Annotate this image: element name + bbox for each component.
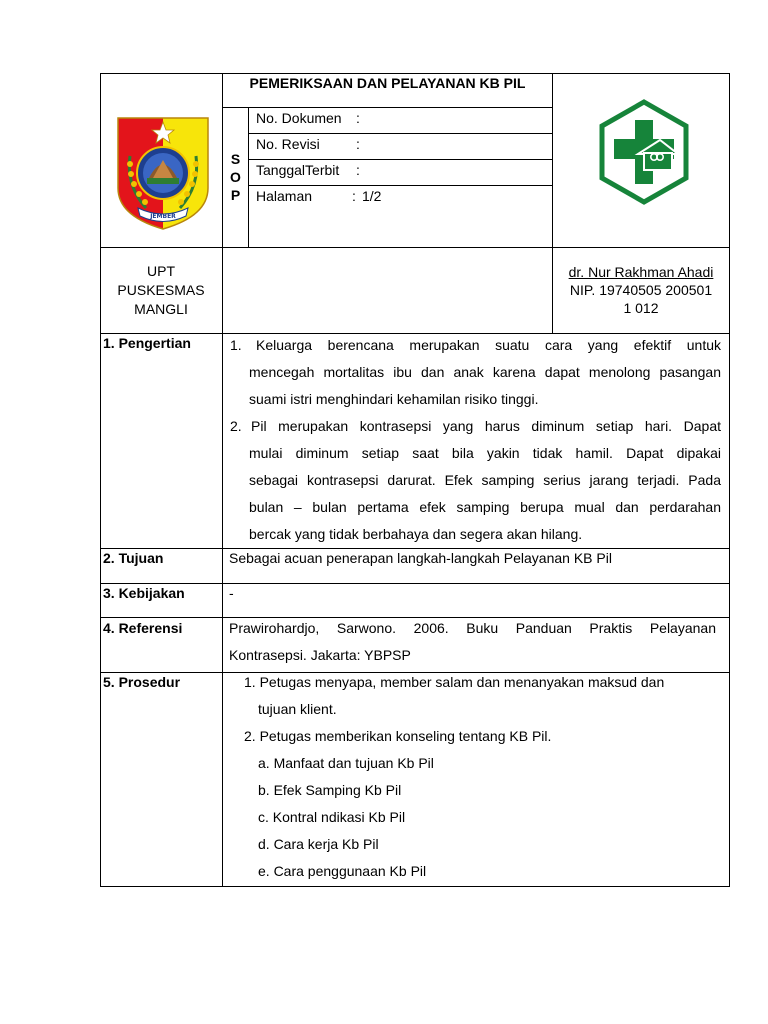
prosedur-substep: e. Cara penggunaan Kb Pil [258,863,427,879]
field-no-revisi-label: No. Revisi [256,136,320,152]
pengertian-item-line: mencegah mortalitas ibu dan anak karena dapat menolong pasangan [249,364,721,380]
pengertian-item-line: suami istri menghindari kehamilan risiko tinggi. [249,391,539,407]
pengertian-item-line: bercak yang tidak berbahaya dan segera akan hilang. [249,526,583,542]
sop-letter-s: S [230,151,241,167]
pengertian-item-line: Keluarga berencana merupakan suatu cara yang efektif untuk [256,337,721,353]
prosedur-step: 2. Petugas memberikan konseling tentang KB Pil. [244,728,552,744]
signatory-name: dr. Nur Rakhman Ahadi [568,264,714,280]
section-label-tujuan: 2. Tujuan [103,550,164,566]
table-border-right [729,73,730,887]
signatory-block [553,263,729,317]
row-line-field1 [248,133,553,134]
row-line-tujuan [100,583,730,584]
pengertian-item-line: mulai diminum setiap saat bila yakin tidak hamil. Dapat dipakai [249,445,721,461]
field-halaman-sep: : [352,188,356,204]
prosedur-substep: d. Cara kerja Kb Pil [258,836,379,852]
field-halaman-value: 1/2 [362,188,382,204]
signatory-nip-line1: NIP. 19740505 200501 [569,282,713,298]
prosedur-step: tujuan klient. [258,701,337,717]
tujuan-text: Sebagai acuan penerapan langkah-langkah Pelayanan KB Pil [229,550,612,566]
institution-line-upt: UPT [147,263,175,279]
prosedur-substep: a. Manfaat dan tujuan Kb Pil [258,755,434,771]
kebijakan-text: - [229,585,234,601]
row-line-header [100,247,730,248]
sop-letter-o: O [230,169,241,185]
prosedur-step: 1. Petugas menyapa, member salam dan menanyakan maksud dan [244,674,665,690]
section-label-kebijakan: 3. Kebijakan [103,585,185,601]
field-no-dokumen-label: No. Dokumen [256,110,342,126]
prosedur-substep: c. Kontral ndikasi Kb Pil [258,809,406,825]
pengertian-item-number: 1. [230,337,242,353]
crest-ribbon-text: JEMBER [150,213,176,220]
institution-name [100,262,222,319]
field-no-revisi-sep: : [356,136,360,152]
sop-label [223,150,248,204]
table-divider-sop [248,107,249,247]
referensi-content [229,615,716,669]
table-border-bottom [100,886,730,887]
field-tanggal-terbit-sep: : [356,162,360,178]
prosedur-substep: b. Efek Samping Kb Pil [258,782,402,798]
section-label-prosedur: 5. Prosedur [103,674,181,690]
field-no-dokumen-sep: : [356,110,360,126]
signatory-nip-line2: 1 012 [623,300,659,316]
institution-line-puskesmas: PUSKESMAS [117,282,205,298]
section-label-pengertian: 1. Pengertian [103,335,191,351]
pengertian-item-line: bulan – bulan pertama efek samping berupa mual dan perdarahan [249,499,721,515]
table-border-top [100,73,730,74]
pengertian-item [230,413,721,548]
sop-letter-p: P [230,187,241,203]
field-tanggal-terbit-label: TanggalTerbit [256,162,340,178]
row-line-title [222,107,553,108]
prosedur-content [244,669,714,885]
referensi-line: Kontrasepsi. Jakarta: YBPSP [229,647,411,663]
field-halaman-label: Halaman [256,188,313,204]
pengertian-item-line: sebagai kontrasepsi darurat. Efek samping serius jarang terjadi. Pada [249,472,721,488]
institution-line-mangli: MANGLI [134,301,188,317]
pengertian-item [230,332,721,413]
section-label-referensi: 4. Referensi [103,620,183,636]
row-line-pengertian [100,548,730,549]
referensi-line: Prawirohardjo, Sarwono. 2006. Buku Panduan Praktis Pelayanan [229,620,716,636]
puskesmas-logo-icon [598,99,690,205]
pengertian-content [230,332,721,548]
table-border-left [100,73,101,887]
row-line-field3 [248,185,553,186]
pengertian-item-line: Pil merupakan kontrasepsi yang harus diminum setiap hari. Dapat [251,418,721,434]
jember-crest-icon [116,116,210,231]
pengertian-item-number: 2. [230,418,242,434]
document-title: PEMERIKSAAN DAN PELAYANAN KB PIL [249,75,526,91]
row-line-field2 [248,159,553,160]
